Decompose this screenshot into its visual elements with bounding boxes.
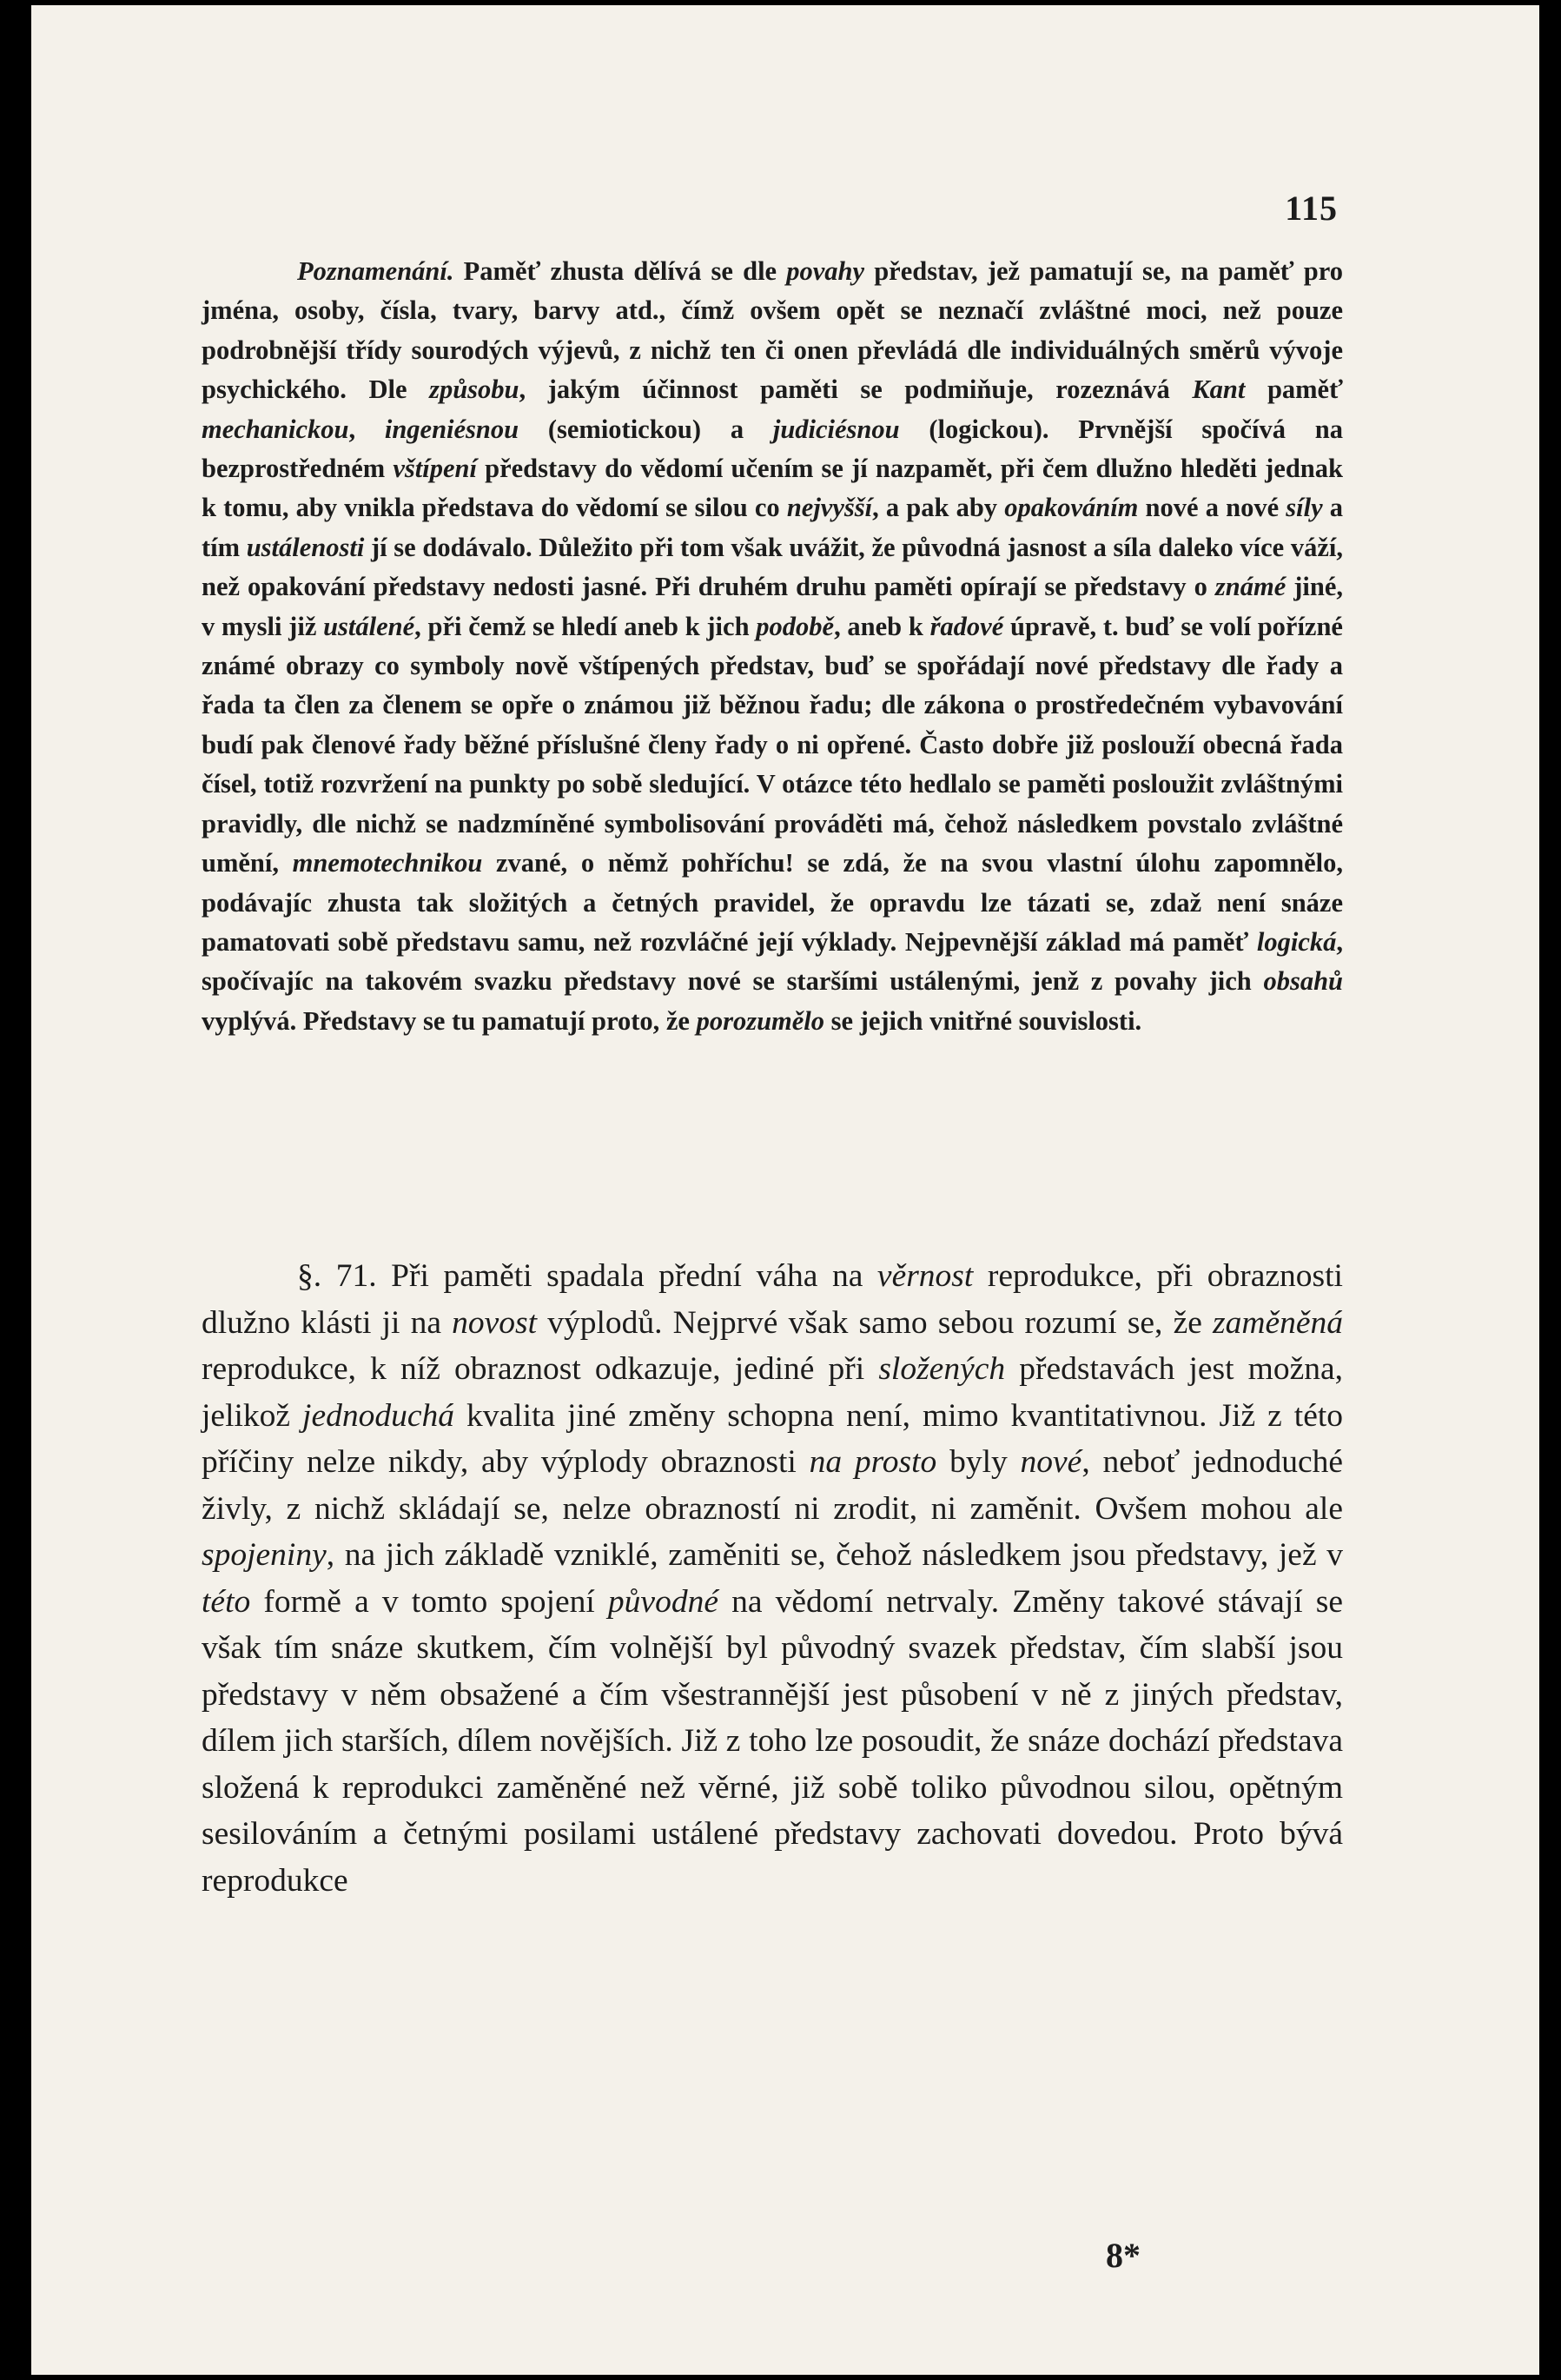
signature-mark: 8*	[1106, 2236, 1141, 2275]
section-text: §. 71. Při paměti spadala přední váha na věrnost reprodukce, při obraznosti dlužno klásti ji na novost výplodů. Nejprvé však samo sebou rozumí se, že zaměněná reprodukce, k níž obraznost odkazuje, jediné při složených představách jest možna, jelikož jednoduchá kvalita jiné změny schopna není, mimo kvantitativnou. Již z této příčiny nelze nikdy, aby výplody obraznosti na prosto byly nové, neboť jednoduché živly, z nichž skládají se, nelze obrazností ni zrodit, ni zaměnit. Ovšem mohou ale spojeniny, na jich základě vzniklé, zaměniti se, čehož následkem jsou představy, jež v této formě a v tomto spojení původné na vědomí netrvaly. Změny takové stávají se však tím snáze skutkem, čím volnější byl původný svazek představ, čím slabší jsou představy v něm obsažené a čím všestrannější jest působení v ně z jiných představ, dílem jich starších, dílem novějších. Již z toho lze posoudit, že snáze dochází představa složená k reprodukci zaměněné než věrné, již sobě toliko původnou silou, opětným sesilováním a četnými posilami ustálené představy zachovati dovedou. Proto bývá reprodukce	[202, 1258, 1344, 1899]
note-paragraph	[202, 252, 1343, 1041]
note-text: Poznamenání. Paměť zhusta dělívá se dle povahy představ, jež pamatují se, na paměť pro jména, osoby, čísla, tvary, barvy atd., čímž ovšem opět se neznačí zvláštné moci, než pouze podrobnější třídy sourodých výjevů, z nichž ten či onen převládá dle individuálných směrů vývoje psychického. Dle způsobu, jakým účinnost paměti se podmiňuje, rozeznává Kant paměť mechanickou, ingeniésnou (semiotickou) a judiciésnou (logickou). Prvnější spočívá na bezprostředném vštípení představy do vědomí učením se jí nazpamět, při čem dlužno hleděti jednak k tomu, aby vnikla představa do vědomí se silou co nejvyšší, a pak aby opakováním nové a nové síly a tím ustálenosti jí se dodávalo. Důležito při tom však uvážit, že původná jasnost a síla daleko více váží, než opakování představy nedosti jasné. Při druhém druhu paměti opírají se představy o známé jiné, v mysli již ustálené, při čemž se hledí aneb k jich podobě, aneb k řadové úpravě, t. buď se volí pořízné známé obrazy co symboly nově vštípených představ, buď se spořádají nové představy dle řady a řada ta člen za členem se opře o známou již běžnou řadu; dle zákona o prostředečném vybavování budí pak členové řady běžné příslušné členy řady o ni opřené. Často dobře již poslouží obecná řada čísel, totiž rozvržení na punkty po sobě sledující. V otázce této hedlalo se paměti posloužit zvláštnými pravidly, dle nichž se nadzmíněné symbolisování prováděti má, čehož následkem povstalo zvláštné umění, mnemotechnikou zvané, o němž pohříchu! se zdá, že na svou vlastní úlohu zapomnělo, podávajíc zhusta tak složitých a četných pravidel, že opravdu lze tázati se, zdaž není snáze pamatovati sobě představu samu, než rozvláčné její výklady. Nejpevnější základ má paměť logická, spočívajíc na takovém svazku představy nové se staršími ustálenými, jenž z povahy jich obsahů vyplývá. Představy se tu pamatují proto, že porozumělo se jejich vnitřné souvislosti.	[202, 256, 1344, 1036]
page-number: 115	[1285, 189, 1338, 228]
book-page	[31, 5, 1539, 2375]
section-71-paragraph	[202, 1253, 1343, 1904]
note-label: Poznamenání.	[297, 256, 454, 286]
